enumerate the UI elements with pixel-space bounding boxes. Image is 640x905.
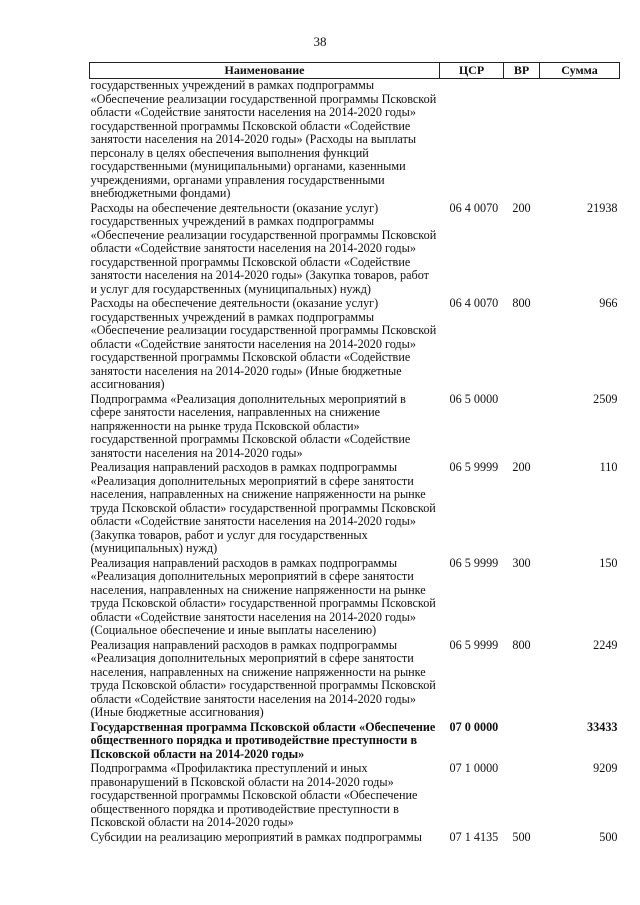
row-name: Расходы на обеспечение деятельности (оказание услуг) государственных учреждений в рамках подпрограммы «Обеспечение реализации государственной программы Псковской области «Содействие занятости населения на 2014-2020 годы» государственной программы Псковской области «Содействие занятости населения на 2014-2020 годы» (Закупка товаров, работ и услуг для государственных (муниципальных) нужд) — [90, 200, 437, 296]
row-vr — [504, 393, 540, 462]
header-sum: Сумма — [540, 63, 620, 79]
table-row — [90, 461, 620, 557]
row-csr: 07 1 0000 — [449, 761, 499, 775]
row-name: Государственная программа Псковской области «Обеспечение общественного порядка и противодействие преступности в Псковской области на 2014-2020 годы» — [90, 719, 436, 761]
row-csr: 06 5 9999 — [449, 460, 499, 474]
row-sum: 33433 — [587, 719, 618, 734]
row-csr: 06 5 0000 — [449, 391, 499, 406]
table-row — [90, 639, 620, 721]
row-csr: 06 5 9999 — [449, 637, 499, 652]
row-sum: 150 — [599, 555, 618, 570]
row-vr: 300 — [512, 555, 531, 570]
row-vr: 800 — [512, 637, 531, 652]
table-row — [90, 721, 620, 763]
row-sum: 110 — [599, 460, 618, 474]
table-row — [90, 762, 620, 831]
header-csr: ЦСР — [440, 63, 504, 79]
table-row — [90, 79, 620, 202]
table-row — [90, 393, 620, 462]
header-name: Наименование — [90, 63, 440, 79]
table-row — [90, 297, 620, 393]
row-sum: 21938 — [587, 200, 618, 215]
header-vr: ВР — [504, 63, 540, 79]
row-sum: 500 — [599, 829, 618, 844]
row-vr: 200 — [512, 460, 531, 474]
row-name: Субсидии на реализацию мероприятий в рамках подпрограммы — [90, 829, 422, 844]
row-csr: 06 4 0070 — [449, 200, 499, 215]
row-csr — [440, 79, 504, 202]
row-name: Расходы на обеспечение деятельности (оказание услуг) государственных учреждений в рамках подпрограммы «Обеспечение реализации государственной программы Псковской области «Содействие занятости населения на 2014-2020 годы» государственной программы Псковской области «Содействие занятости населения на 2014-2020 годы» (Иные бюджетные ассигнования) — [90, 296, 437, 391]
row-sum: 966 — [599, 296, 618, 310]
table-header-row — [90, 63, 620, 79]
row-name: Реализация направлений расходов в рамках подпрограммы «Реализация дополнительных мероприятий в сфере занятости населения, направленных на снижение напряженности на рынке труда Псковской области» государственной программы Псковской области «Содействие занятости населения на 2014-2020 годы» (Иные бюджетные ассигнования) — [90, 637, 436, 719]
row-sum: 2509 — [593, 391, 618, 406]
row-name: Подпрограмма «Профилактика преступлений и иных правонарушений в Псковской области на 2014-2020 годы» государственной программы Псковской области «Обеспечение общественного порядка и противодействие преступности в Псковской области на 2014-2020 годы» — [90, 761, 418, 829]
row-vr: 500 — [512, 829, 531, 844]
row-csr: 07 1 4135 — [449, 829, 499, 844]
row-name: Подпрограмма «Реализация дополнительных мероприятий в сфере занятости населения, направленных на снижение напряженности на рынке труда Псковской области» государственной программы Псковской области «Содействие занятости населения на 2014-2020 годы» — [90, 391, 411, 460]
table-row — [90, 202, 620, 298]
row-sum — [540, 79, 620, 202]
row-vr — [504, 721, 540, 763]
page-number: 38 — [313, 34, 327, 49]
row-name: Реализация направлений расходов в рамках подпрограммы «Реализация дополнительных мероприятий в сфере занятости населения, направленных на снижение напряженности на рынке труда Псковской области» государственной программы Псковской области «Содействие занятости населения на 2014-2020 годы» (Социальное обеспечение и иные выплаты населению) — [90, 555, 436, 637]
row-vr — [504, 762, 540, 831]
row-csr: 06 5 9999 — [449, 555, 499, 570]
row-vr — [504, 79, 540, 202]
row-csr: 07 0 0000 — [449, 719, 499, 734]
row-sum: 9209 — [593, 761, 618, 775]
row-vr: 800 — [512, 296, 531, 310]
table-row — [90, 557, 620, 639]
row-csr: 06 4 0070 — [449, 296, 499, 310]
row-name: государственных учреждений в рамках подпрограммы «Обеспечение реализации государственной программы Псковской области «Содействие занятости населения на 2014-2020 годы» государственной программы Псковской области «Содействие занятости населения на 2014-2020 годы» (Расходы на выплаты персоналу в целях обеспечения выполнения функций государственными (муниципальными) органами, казенными учреждениями, органами управления государственными внебюджетными фондами) — [90, 78, 437, 200]
budget-table — [89, 62, 620, 844]
row-sum: 2249 — [593, 637, 618, 652]
row-name: Реализация направлений расходов в рамках подпрограммы «Реализация дополнительных мероприятий в сфере занятости населения, направленных на снижение напряженности на рынке труда Псковской области» государственной программы Псковской области «Содействие занятости населения на 2014-2020 годы» (Закупка товаров, работ и услуг для государственных (муниципальных) нужд) — [90, 460, 436, 555]
row-vr: 200 — [512, 200, 531, 215]
table-row — [90, 831, 620, 845]
